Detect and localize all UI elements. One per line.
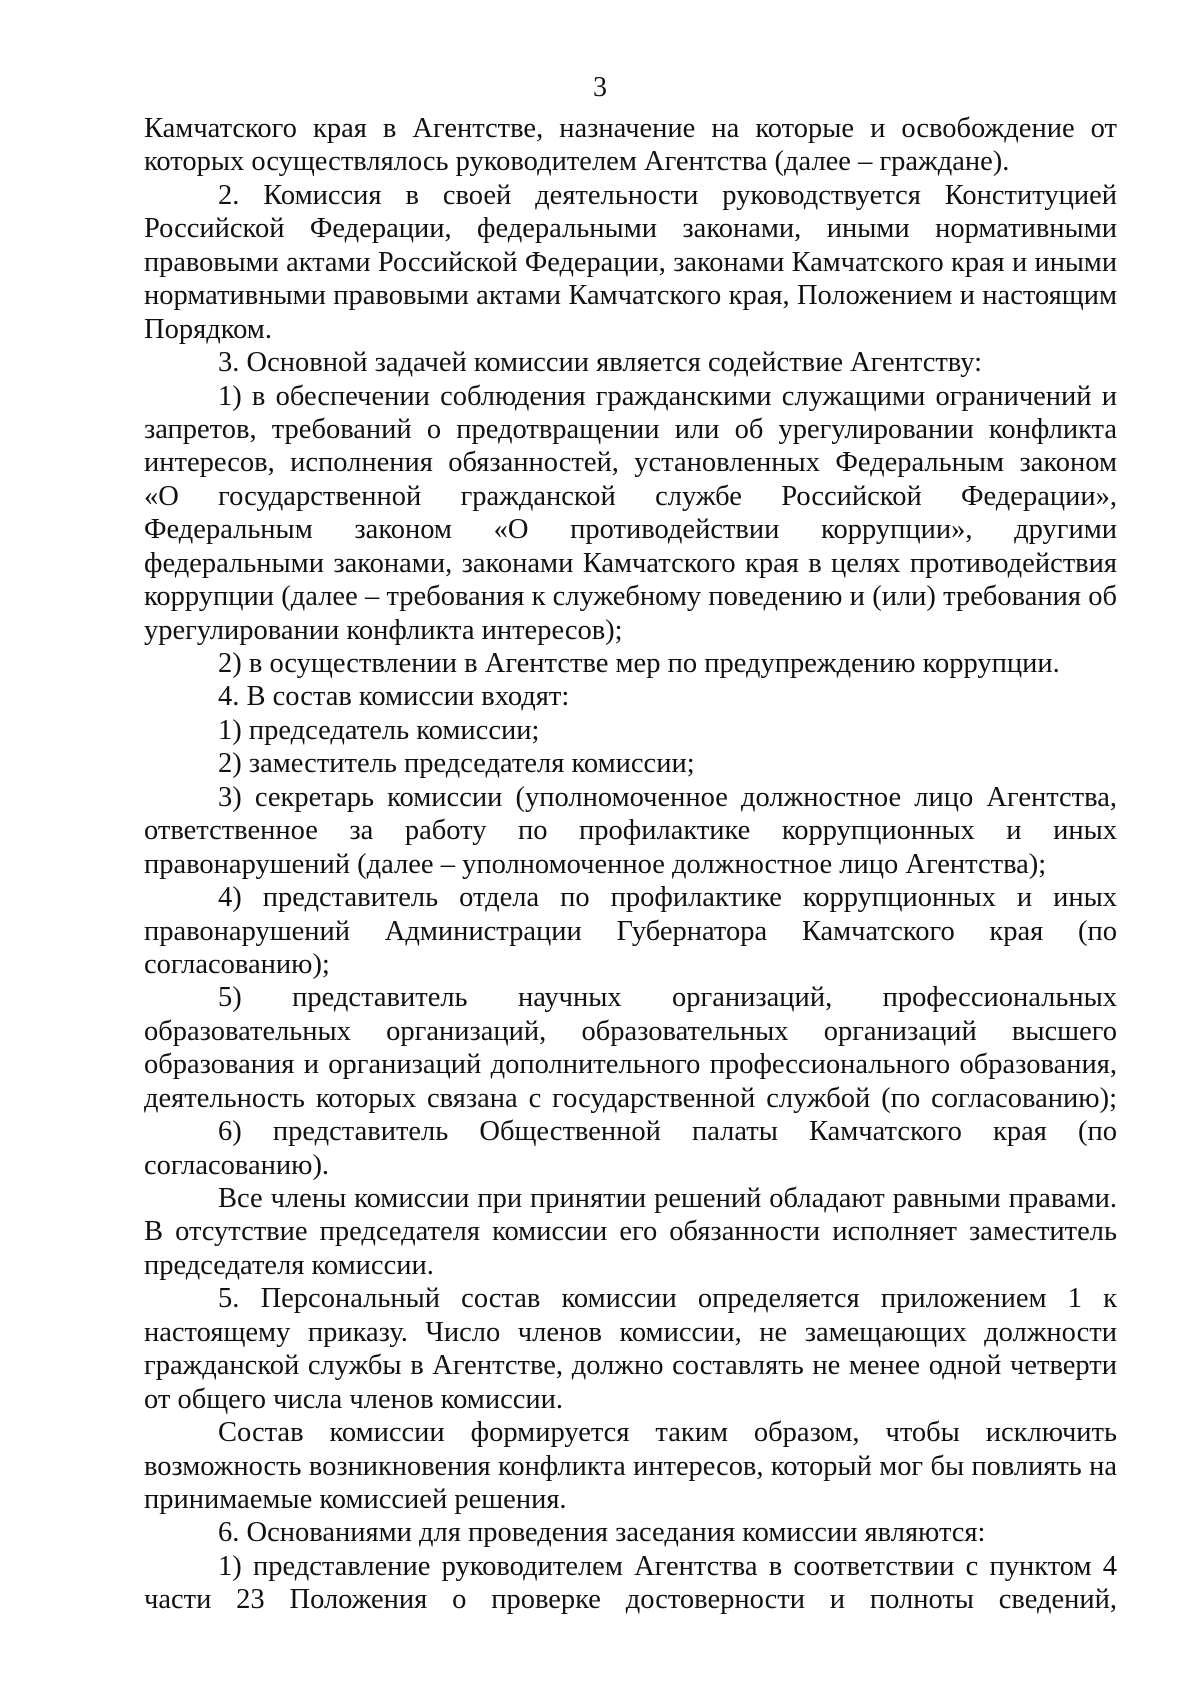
text-line: возможность возникновения конфликта интересов, который мог бы повлиять на (144, 1450, 1117, 1482)
text-line: деятельность которых связана с государственной службой (по согласованию); (144, 1082, 1117, 1114)
text-line: интересов, исполнения обязанностей, установленных Федеральным законом (144, 447, 1117, 479)
text-line: 1) председатель комиссии; (218, 714, 540, 746)
text-line: Камчатского края в Агентстве, назначение на которые и освобождение от (144, 113, 1117, 144)
text-line: запретов, требований о предотвращении или об урегулировании конфликта (144, 413, 1117, 445)
text-line: коррупции (далее – требования к служебному поведению и (или) требования об (144, 581, 1117, 613)
text-line: принимаемые комиссией решения. (144, 1483, 567, 1515)
text-line: 2) в осуществлении в Агентстве мер по предупреждению коррупции. (218, 648, 1060, 679)
text-line: ответственное за работу по профилактике коррупционных и иных (144, 815, 1117, 847)
text-line: 6. Основаниями для проведения заседания комиссии являются: (218, 1517, 986, 1549)
text-line: 1) в обеспечении соблюдения гражданскими служащими ограничений и (218, 380, 1117, 412)
text-line: 5) представитель научных организаций, профессиональных (218, 982, 1117, 1014)
text-line: «О государственной гражданской службе Российской Федерации», (144, 480, 1117, 512)
text-line: 4) представитель отдела по профилактике коррупционных и иных (218, 882, 1117, 914)
text-line: которых осуществлялось руководителем Агентства (далее – граждане). (144, 146, 1010, 178)
text-line: гражданской службы в Агентстве, должно составлять не менее одной четверти (144, 1350, 1117, 1382)
text-line: 4. В состав комиссии входят: (218, 681, 570, 713)
text-line: 6) представитель Общественной палаты Камчатского края (по (218, 1116, 1117, 1148)
text-line: Федеральным законом «О противодействии коррупции», другими (144, 514, 1117, 546)
text-line: образовательных организаций, образовательных организаций высшего (144, 1015, 1117, 1047)
text-line: Все члены комиссии при принятии решений обладают равными правами. (218, 1183, 1117, 1214)
text-line: части 23 Положения о проверке достоверности и полноты сведений, (144, 1584, 1117, 1616)
text-line: Состав комиссии формируется таким образом, чтобы исключить (218, 1417, 1117, 1449)
text-line: от общего числа членов комиссии. (144, 1383, 563, 1415)
text-line: 2) заместитель председателя комиссии; (218, 748, 695, 780)
text-line: правонарушений (далее – уполномоченное должностное лицо Агентства); (144, 848, 1047, 880)
text-line: согласованию). (144, 1149, 330, 1181)
text-line: 3. Основной задачей комиссии является содействие Агентству: (218, 347, 983, 379)
text-line: федеральными законами, законами Камчатского края в целях противодействия (144, 547, 1117, 579)
text-line: Российской Федерации, федеральными законами, иными нормативными (144, 213, 1117, 245)
text-line: 1) представление руководителем Агентства в соответствии с пунктом 4 (218, 1550, 1117, 1582)
text-line: 5. Персональный состав комиссии определяется приложением 1 к (218, 1283, 1117, 1315)
page-number: 3 (593, 72, 607, 103)
text-line: председателя комиссии. (144, 1249, 434, 1281)
text-line: нормативными правовыми актами Камчатского края, Положением и настоящим (144, 280, 1117, 312)
document-body (144, 112, 1117, 1617)
text-line: Порядком. (144, 313, 272, 345)
text-line: 3) секретарь комиссии (уполномоченное должностное лицо Агентства, (218, 781, 1117, 813)
text-line: согласованию); (144, 948, 330, 980)
text-line: настоящему приказу. Число членов комиссии, не замещающих должности (144, 1316, 1117, 1348)
text-line: образования и организаций дополнительного профессионального образования, (144, 1049, 1117, 1081)
text-line: 2. Комиссия в своей деятельности руководствуется Конституцией (218, 179, 1117, 211)
text-line: правонарушений Администрации Губернатора Камчатского края (по (144, 915, 1117, 947)
text-line: урегулировании конфликта интересов); (144, 614, 623, 646)
text-line: В отсутствие председателя комиссии его обязанности исполняет заместитель (144, 1216, 1117, 1248)
text-line: правовыми актами Российской Федерации, законами Камчатского края и иными (144, 246, 1117, 278)
